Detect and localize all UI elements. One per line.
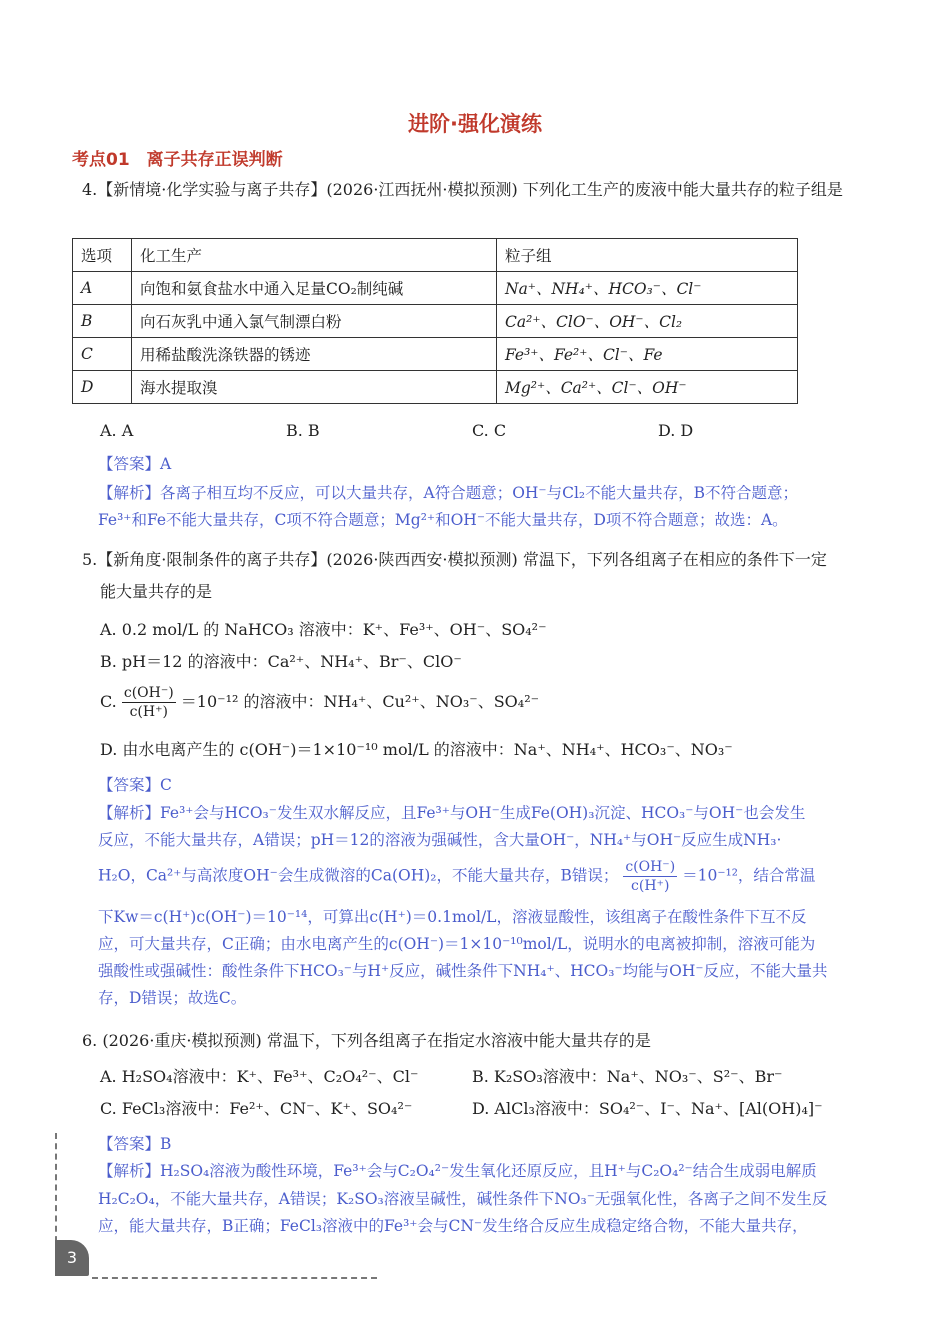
question-6-option-b: B. K₂SO₃溶液中：Na⁺、NO₃⁻、S²⁻、Br⁻: [472, 1067, 783, 1086]
question-5-explanation-line: 反应，不能大量共存，A错误；pH＝12的溶液为强碱性，含大量OH⁻，NH₄⁺与OH⁻反应生成NH₃·: [98, 831, 782, 849]
explanation-text: H₂O，Ca²⁺与高浓度OH⁻会生成微溶的Ca(OH)₂，不能大量共存，B错误；: [98, 866, 619, 885]
fraction-numerator: c(OH⁻): [123, 685, 174, 701]
question-4-explanation-line: 【解析】各离子相互均不反应，可以大量共存，A符合题意；OH⁻与Cl₂不能大量共存，B不符合题意；: [98, 484, 799, 502]
question-5-stem: 能大量共存的是: [100, 582, 213, 601]
table-row: [73, 338, 798, 371]
question-4-option-c: C. C: [472, 421, 507, 440]
page-title: 进阶·强化演练: [408, 112, 542, 136]
question-4-option-d: D. D: [658, 421, 694, 440]
question-5-explanation-line: [98, 858, 883, 895]
question-4-table: [72, 238, 798, 404]
question-5-explanation-line: 应，可大量共存，C正确；由水电离产生的c(OH⁻)＝1×10⁻¹⁰mol/L，说明水的电离被抑制，溶液可能为: [98, 935, 816, 953]
question-6-explanation-line: 应，能大量共存，B正确；FeCl₃溶液中的Fe³⁺会与CN⁻发生络合反应生成稳定络合物，不能大量共存，: [98, 1217, 808, 1235]
question-6-option-c: C. FeCl₃溶液中：Fe²⁺、CN⁻、K⁺、SO₄²⁻: [100, 1099, 413, 1118]
table-cell: 用稀盐酸洗涤铁器的锈迹: [132, 338, 497, 371]
fraction-denominator: c(H⁺): [129, 704, 168, 720]
question-6-stem: 6. (2026·重庆·模拟预测) 常温下，下列各组离子在指定水溶液中能大量共存的是: [82, 1031, 651, 1050]
question-4-explanation-line: Fe³⁺和Fe不能大量共存，C项不符合题意；Mg²⁺和OH⁻不能大量共存，D项不符合题意；故选：A。: [98, 511, 788, 529]
fraction-denominator: c(H⁺): [631, 878, 670, 894]
table-cell: 向饱和氨食盐水中通入足量CO₂制纯碱: [132, 272, 497, 305]
ratio-fraction: [623, 858, 677, 895]
table-cell: Mg²⁺、Ca²⁺、Cl⁻、OH⁻: [497, 371, 798, 404]
question-6-explanation-line: 【解析】H₂SO₄溶液为酸性环境，Fe³⁺会与C₂O₄²⁻发生氧化还原反应，且H⁺与C₂O₄²⁻结合生成弱电解质: [98, 1162, 817, 1180]
question-4-stem: 4.【新情境·化学实验与离子共存】(2026·江西抚州·模拟预测) 下列化工生产的废液中能大量共存的粒子组是: [82, 180, 843, 199]
question-5-explanation-line: 强酸性或强碱性：酸性条件下HCO₃⁻与H⁺反应，碱性条件下NH₄⁺、HCO₃⁻均能与OH⁻反应，不能大量共: [98, 962, 828, 980]
table-cell: D: [73, 371, 132, 404]
question-5-explanation-line: 存，D错误；故选C。: [98, 989, 247, 1007]
fraction-numerator: c(OH⁻): [625, 859, 676, 875]
table-cell: Fe³⁺、Fe²⁺、Cl⁻、Fe: [497, 338, 798, 371]
question-5-option-a: A. 0.2 mol/L 的 NaHCO₃ 溶液中：K⁺、Fe³⁺、OH⁻、SO₄²⁻: [100, 620, 547, 639]
footer-dashed-line: [92, 1277, 377, 1279]
page-number-badge: 3: [55, 1240, 89, 1276]
question-5-option-b: B. pH＝12 的溶液中：Ca²⁺、NH₄⁺、Br⁻、ClO⁻: [100, 652, 462, 671]
question-5-explanation-line: 【解析】Fe³⁺会与HCO₃⁻发生双水解反应，且Fe³⁺与OH⁻生成Fe(OH)₃沉淀、HCO₃⁻与OH⁻也会发生: [98, 804, 806, 822]
question-6-option-d: D. AlCl₃溶液中：SO₄²⁻、I⁻、Na⁺、[Al(OH)₄]⁻: [472, 1099, 823, 1118]
question-5-option-c: [100, 684, 539, 721]
explanation-text: ＝10⁻¹²，结合常温: [682, 866, 816, 885]
question-5-option-d: D. 由水电离产生的 c(OH⁻)＝1×10⁻¹⁰ mol/L 的溶液中：Na⁺、NH₄⁺、HCO₃⁻、NO₃⁻: [100, 740, 733, 759]
question-4-answer: 【答案】A: [98, 455, 172, 473]
table-row: [73, 272, 798, 305]
table-cell: 向石灰乳中通入氯气制漂白粉: [132, 305, 497, 338]
table-row: [73, 305, 798, 338]
table-cell: B: [73, 305, 132, 338]
option-c-label: C.: [100, 692, 117, 711]
question-4-option-b: B. B: [286, 421, 320, 440]
option-c-text: ＝10⁻¹² 的溶液中：NH₄⁺、Cu²⁺、NO₃⁻、SO₄²⁻: [180, 692, 540, 711]
table-cell: Na⁺、NH₄⁺、HCO₃⁻、Cl⁻: [497, 272, 798, 305]
question-5-answer: 【答案】C: [98, 776, 172, 794]
table-header-cell: 粒子组: [497, 239, 798, 272]
question-5-explanation-line: 下Kw＝c(H⁺)c(OH⁻)＝10⁻¹⁴，可算出c(H⁺)＝0.1mol/L，溶液显酸性，该组离子在酸性条件下互不反: [98, 908, 807, 926]
table-row: [73, 371, 798, 404]
question-5-stem: 5.【新角度·限制条件的离子共存】(2026·陕西西安·模拟预测) 常温下，下列各组离子在相应的条件下一定: [82, 550, 827, 569]
table-cell: Ca²⁺、ClO⁻、OH⁻、Cl₂: [497, 305, 798, 338]
table-cell: C: [73, 338, 132, 371]
ratio-fraction: [122, 684, 176, 721]
table-header-cell: 化工生产: [132, 239, 497, 272]
table-cell: A: [73, 272, 132, 305]
question-6-option-a: A. H₂SO₄溶液中：K⁺、Fe³⁺、C₂O₄²⁻、Cl⁻: [100, 1067, 419, 1086]
table-header-cell: 选项: [73, 239, 132, 272]
question-6-explanation-line: H₂C₂O₄，不能大量共存，A错误；K₂SO₃溶液呈碱性，碱性条件下NO₃⁻无强氧化性，各离子之间不发生反: [98, 1190, 828, 1208]
question-6-answer: 【答案】B: [98, 1135, 172, 1153]
table-header-row: [73, 239, 798, 272]
table-cell: 海水提取溴: [132, 371, 497, 404]
section-heading: 考点01 离子共存正误判断: [72, 150, 283, 170]
question-4-option-a: A. A: [100, 421, 134, 440]
